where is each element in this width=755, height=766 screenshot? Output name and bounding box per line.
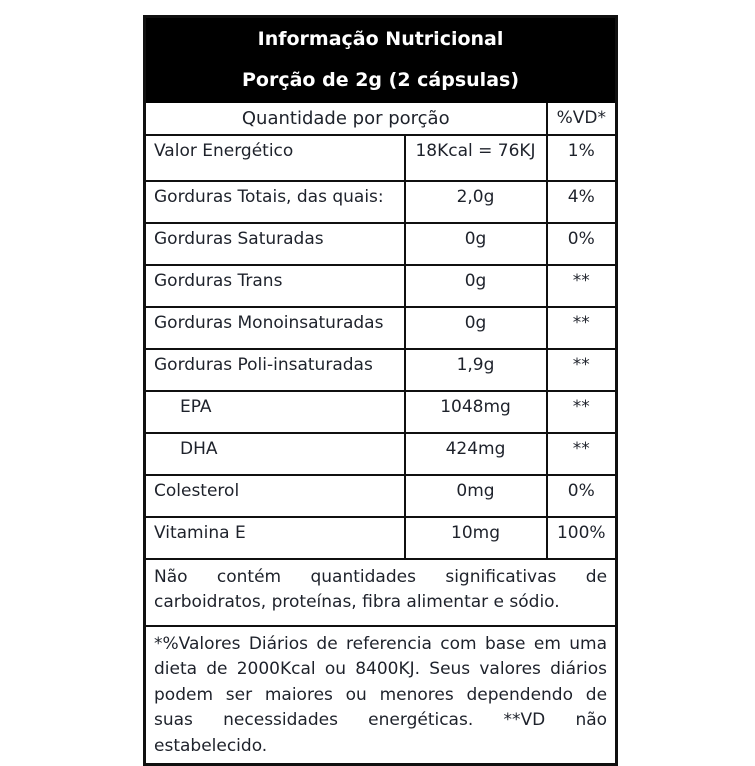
nutrient-amount: 1,9g (405, 349, 547, 391)
nutrient-dv: 100% (547, 517, 617, 559)
nutrient-dv: 1% (547, 135, 617, 181)
table-row-epa (145, 391, 617, 433)
label-title: Informação Nutricional (257, 28, 504, 51)
nutrient-dv: ** (547, 307, 617, 349)
nutrient-name: Vitamina E (145, 517, 405, 559)
table-row-dha (145, 433, 617, 475)
label-header-cell (145, 17, 617, 102)
table-row-valor-energetico (145, 135, 617, 181)
no-significant-amounts-row (145, 559, 617, 626)
nutrient-name: Gorduras Saturadas (145, 223, 405, 265)
nutrient-amount: 424mg (405, 433, 547, 475)
column-header-row (145, 102, 617, 135)
nutrient-name: Gorduras Monoinsaturadas (145, 307, 405, 349)
table-row-gorduras-trans (145, 265, 617, 307)
table-row-colesterol (145, 475, 617, 517)
quantity-column-header: Quantidade por porção (145, 102, 547, 135)
nutrient-amount: 18Kcal = 76KJ (405, 135, 547, 181)
nutrient-dv: ** (547, 433, 617, 475)
nutrient-name: EPA (145, 391, 405, 433)
table-row-gorduras-poli-insaturadas (145, 349, 617, 391)
nutrition-label (143, 15, 615, 766)
nutrient-amount: 0g (405, 307, 547, 349)
nutrient-dv: 0% (547, 223, 617, 265)
nutrient-amount: 2,0g (405, 181, 547, 223)
nutrient-name: Gorduras Poli-insaturadas (145, 349, 405, 391)
table-row-gorduras-totais (145, 181, 617, 223)
nutrient-dv: ** (547, 349, 617, 391)
daily-values-footnote: *%Valores Diários de referencia com base em uma dieta de 2000Kcal ou 8400KJ. Seus valores diários podem ser maiores ou menores dependendo de suas necessidades energéticas. **VD não estabelecido. (145, 626, 617, 765)
label-header-band (145, 17, 617, 102)
nutrient-amount: 1048mg (405, 391, 547, 433)
no-significant-amounts-note: Não contém quantidades significativas de carboidratos, proteínas, fibra alimentar e sódio. (145, 559, 617, 626)
nutrition-table (143, 15, 618, 766)
table-row-gorduras-monoinsaturadas (145, 307, 617, 349)
nutrient-amount: 10mg (405, 517, 547, 559)
nutrient-amount: 0mg (405, 475, 547, 517)
nutrient-name: Colesterol (145, 475, 405, 517)
nutrient-dv: 4% (547, 181, 617, 223)
dv-column-header: %VD* (547, 102, 617, 135)
nutrient-name: Gorduras Trans (145, 265, 405, 307)
table-row-vitamina-e (145, 517, 617, 559)
nutrient-name: Gorduras Totais, das quais: (145, 181, 405, 223)
daily-values-footnote-row (145, 626, 617, 765)
nutrient-amount: 0g (405, 265, 547, 307)
nutrient-amount: 0g (405, 223, 547, 265)
table-row-gorduras-saturadas (145, 223, 617, 265)
nutrient-name: Valor Energético (145, 135, 405, 181)
nutrient-dv: ** (547, 391, 617, 433)
nutrient-dv: ** (547, 265, 617, 307)
nutrient-dv: 0% (547, 475, 617, 517)
nutrient-name: DHA (145, 433, 405, 475)
serving-size: Porção de 2g (2 cápsulas) (242, 69, 520, 92)
